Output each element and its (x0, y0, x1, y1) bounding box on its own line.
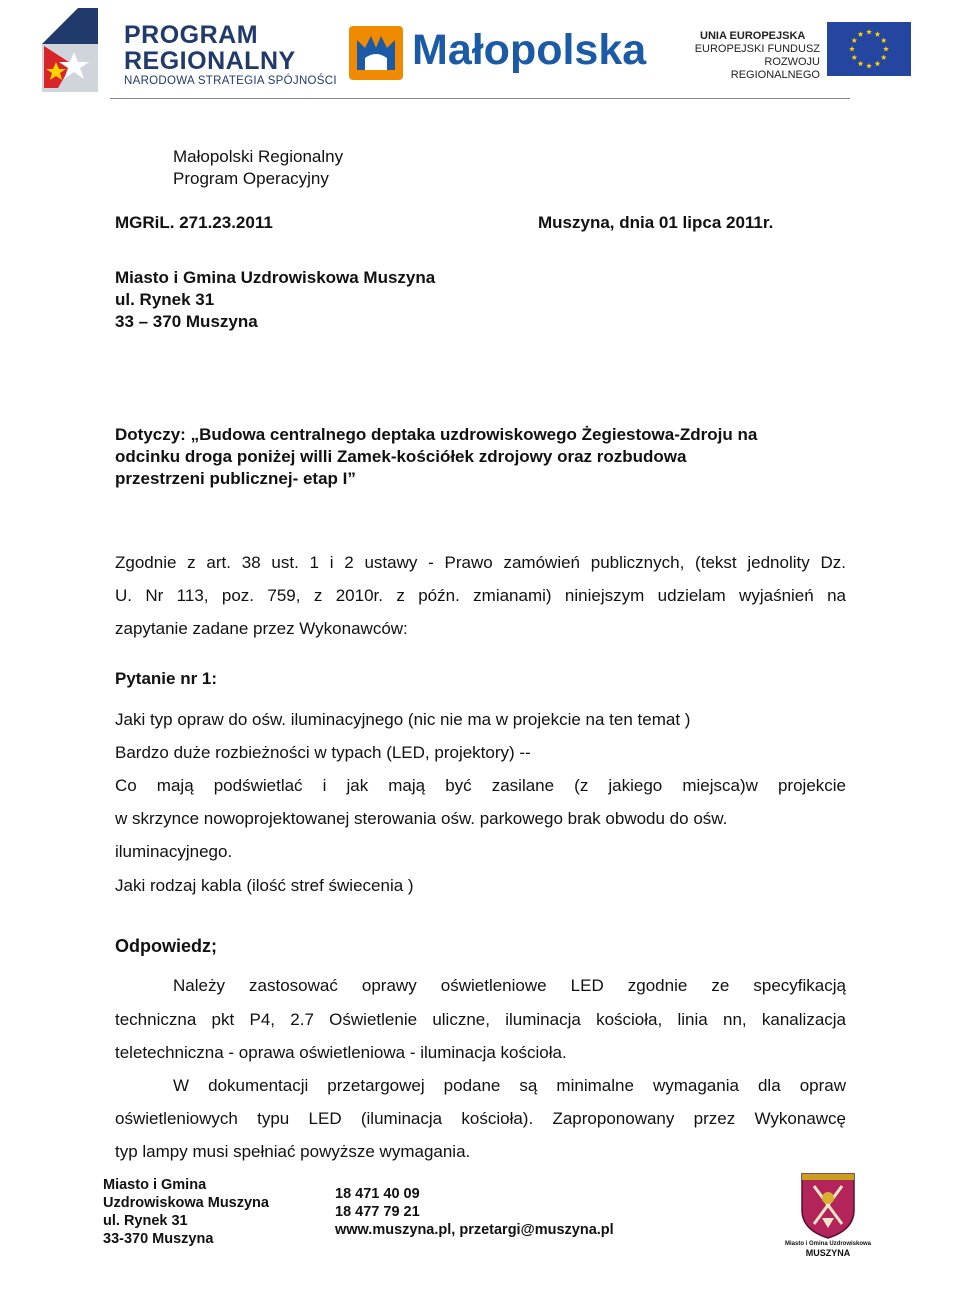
intro-line2: U. Nr 113, poz. 759, z 2010r. z późn. zmianami) niniejszym udzielam wyjaśnień na (115, 586, 846, 605)
answer-line1: Należy zastosować oprawy oświetleniowe LED zgodnie ze specyfikacją (173, 976, 846, 995)
malopolska-logo (349, 26, 403, 80)
program-regionalny-logo (38, 4, 102, 96)
question-q3: Co mają podświetlać i jak mają być zasilane (z jakiego miejsca)w projekcie (115, 776, 846, 795)
answer-line5: oświetleniowych typu LED (iluminacja kościoła). Zaproponowany przez Wykonawcę (115, 1109, 846, 1128)
question-q2: Bardzo duże rozbieżności w typach (LED, projektory) -- (115, 743, 531, 762)
place-date: Muszyna, dnia 01 lipca 2011r. (538, 213, 774, 232)
malopolska-wordmark: Małopolska (412, 26, 647, 74)
subject-line1: Dotyczy: „Budowa centralnego deptaka uzdrowiskowego Żegiestowa-Zdroju na (115, 425, 758, 444)
eu-fund (680, 43, 820, 82)
intro-paragraph (115, 546, 846, 612)
eu-fund-line1: EUROPEJSKI FUNDUSZ (694, 43, 820, 55)
question-q4: w skrzynce nowoprojektowanej sterowania ośw. parkowego brak obwodu do ośw. (115, 809, 728, 828)
program-name (173, 146, 343, 190)
eu-flag-icon (827, 22, 911, 76)
program-name-line2: Program Operacyjny (173, 169, 329, 188)
question-q5: iluminacyjnego. (115, 842, 233, 861)
program-line1: PROGRAM (124, 21, 259, 49)
address-line1: Miasto i Gmina Uzdrowiskowa Muszyna (115, 268, 436, 287)
header-divider (110, 98, 850, 99)
footer-web-email: www.muszyna.pl, przetargi@muszyna.pl (335, 1222, 614, 1238)
program-line2: REGIONALNY (124, 47, 296, 75)
muszyna-crest-icon (796, 1170, 860, 1240)
footer-address (103, 1176, 269, 1248)
subject (115, 424, 757, 490)
intro-line1: Zgodnie z art. 38 ust. 1 i 2 ustawy - Prawo zamówień publicznych, (tekst jednolity Dz. (115, 553, 846, 572)
answer-heading: Odpowiedz; (115, 936, 217, 956)
footer-left-line2: Uzdrowiskowa Muszyna (103, 1195, 269, 1211)
footer-phone1: 18 471 40 09 (335, 1186, 420, 1202)
footer-contact (335, 1185, 614, 1239)
eu-title: UNIA EUROPEJSKA (700, 30, 806, 42)
answer-line6: typ lampy musi spełniać powyższe wymagania. (115, 1142, 471, 1161)
question-q1: Jaki typ opraw do ośw. iluminacyjnego (nic nie ma w projekcie na ten temat ) (115, 710, 691, 729)
address-line3: 33 – 370 Muszyna (115, 312, 258, 331)
answer-line3: teletechniczna - oprawa oświetleniowa - iluminacja kościoła. (115, 1043, 567, 1062)
subject-line2: odcinku droga poniżej willi Zamek-kościółek zdrojowy oraz rozbudowa (115, 447, 687, 466)
reference-number: MGRiL. 271.23.2011 (115, 213, 273, 232)
question-heading: Pytanie nr 1: (115, 669, 218, 688)
question-q6: Jaki rodzaj kabla (ilość stref świecenia ) (115, 876, 414, 895)
address-line2: ul. Rynek 31 (115, 290, 215, 309)
answer-line2: techniczna pkt P4, 2.7 Oświetlenie uliczne, iluminacja kościoła, linia nn, kanalizacja (115, 1010, 846, 1029)
crest-caption2: MUSZYNA (805, 1248, 851, 1258)
intro-line3: zapytanie zadane przez Wykonawców: (115, 619, 408, 638)
footer-left-line4: 33-370 Muszyna (103, 1231, 214, 1247)
answer-line4: W dokumentacji przetargowej podane są minimalne wymagania dla opraw (173, 1076, 846, 1095)
footer-left-line1: Miasto i Gmina (103, 1177, 207, 1193)
footer-phone2: 18 477 79 21 (335, 1204, 420, 1220)
eu-fund-line2: ROZWOJU REGIONALNEGO (730, 56, 820, 81)
sender-address (115, 267, 435, 333)
crest-caption1: Miasto i Gmina Uzdrowiskowa (784, 1241, 871, 1247)
program-name-line1: Małopolski Regionalny (173, 147, 344, 166)
program-line3: NARODOWA STRATEGIA SPÓJNOŚCI (124, 75, 337, 87)
program-regionalny-title (124, 22, 296, 74)
subject-line3: przestrzeni publicznej- etap I” (115, 469, 356, 488)
footer-left-line3: ul. Rynek 31 (103, 1213, 188, 1229)
